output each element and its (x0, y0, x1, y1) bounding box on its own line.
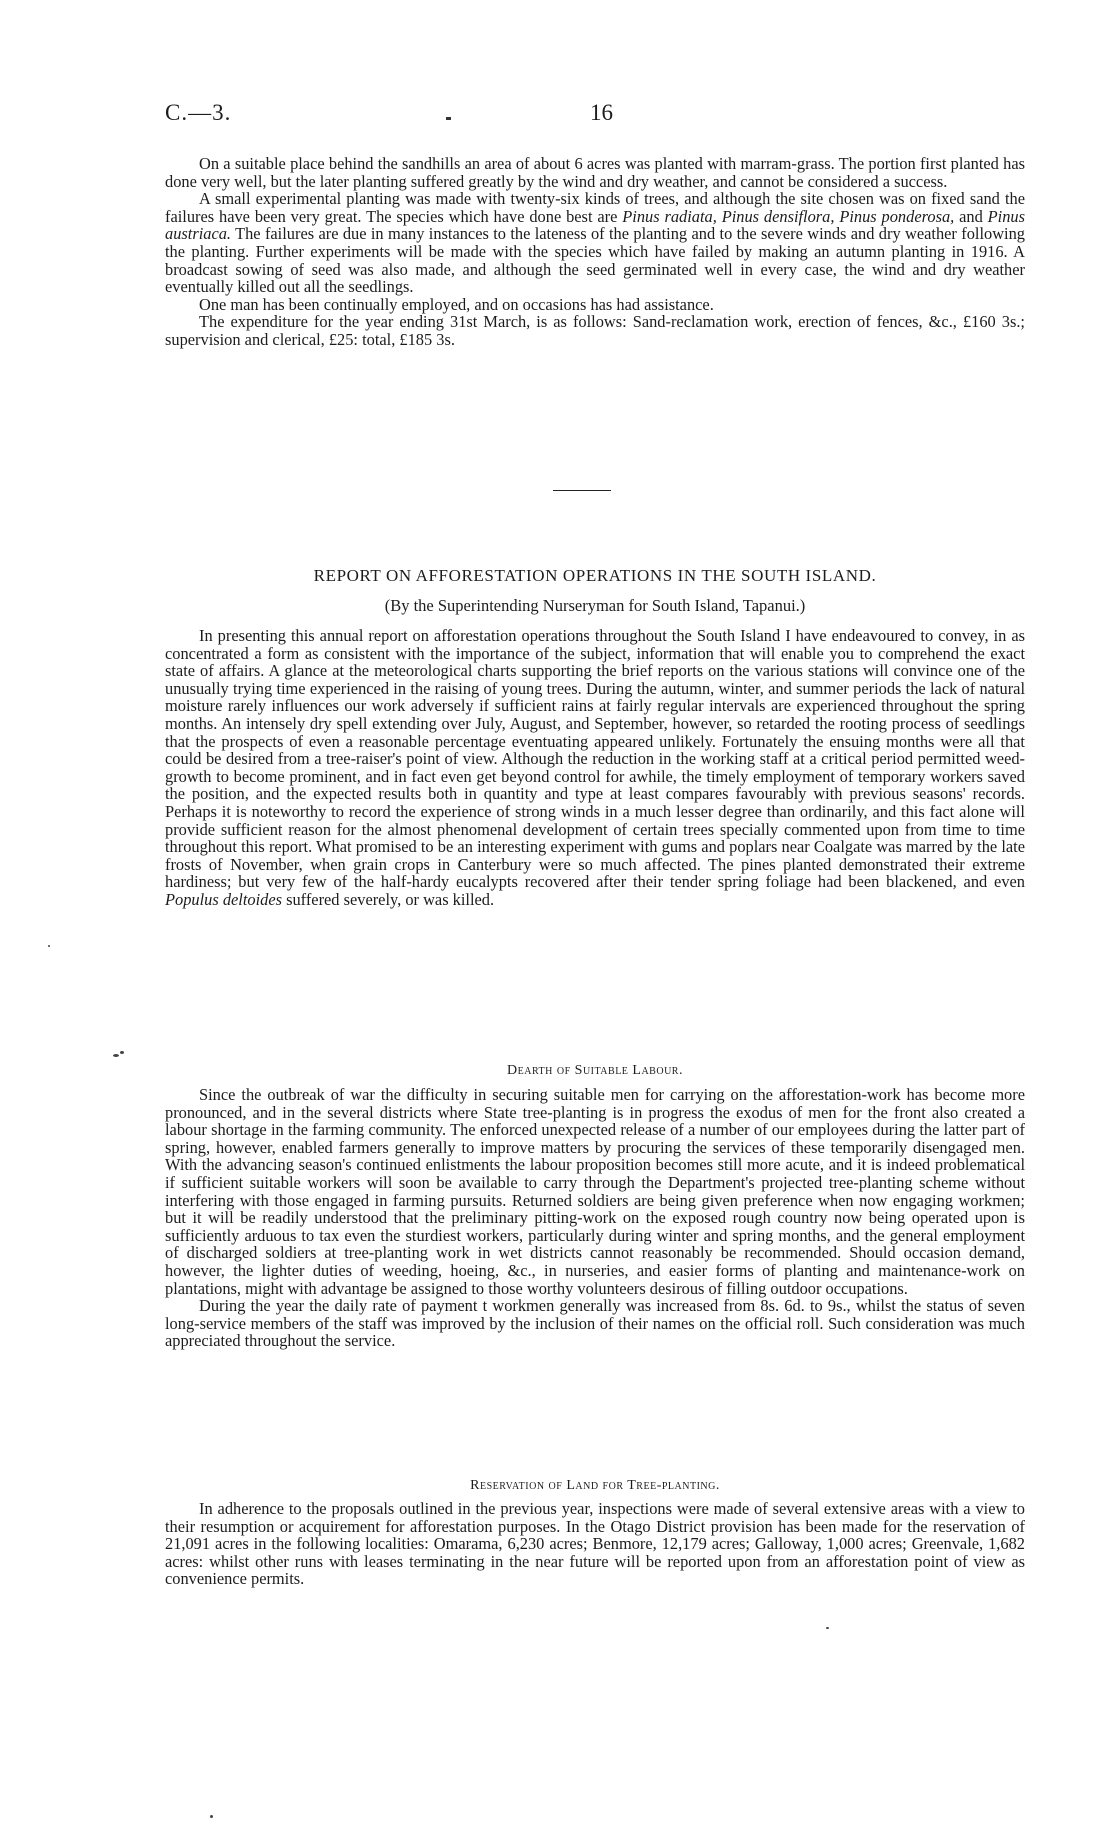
text-run: During the year the daily rate of payment t workmen generally was increased from 8s. 6d. to 9s., whilst the status of seven long-service members of the staff was improved by the inclusion of their names on the official roll. Such consideration was much appreciated throughout the service. (165, 1296, 1025, 1351)
italic-species-name: Pinus austriaca. (165, 206, 1026, 244)
italic-species-name: Populus deltoides (165, 889, 282, 909)
text-run: In adherence to the proposals outlined in the previous year, inspections were made of several extensive areas with a view to their resumption or acquirement for afforestation purposes. In the Otago District provision has been made for the reservation of 21,091 acres in the following localities: Omarama, 6,230 acres; Benmore, 12,179 acres; Galloway, 1,000 acres; Greenvale, 1,682 acres: whilst other runs with leases terminating in the near future will be reported upon from an afforestation point of view as convenience permits. (165, 1499, 1025, 1589)
paragraph (165, 1500, 1025, 1588)
print-speck (446, 117, 451, 120)
margin-speck (826, 1627, 829, 1629)
text-run: One man has been continually employed, and on occasions has had assistance. (199, 294, 714, 314)
text-run: In presenting this annual report on afforestation operations throughout the South Island I have endeavoured to convey, in as concentrated a form as consistent with the importance of the subject, information that will enable you to comprehend the exact state of affairs. A glance at the meteorological charts supporting the brief reports on the various stations will convince one of the unusually trying time experienced in the raising of young trees. During the autumn, winter, and summer periods the lack of natural moisture rarely influences our work adversely if sufficient rains at fairly regular intervals are experienced throughout the spring months. An intensely dry spell extending over July, August, and September, however, so retarded the rooting process of seedlings that the prospects of even a reasonable percentage eventuating appeared unlikely. Fortunately the ensuing months were all that could be desired from a tree-raiser's point of view. Although the reduction in the working staff at a critical period permitted weed-growth to become prominent, and in fact even get beyond control for awhile, the timely employment of temporary workers saved the position, and the expected results both in quantity and type at least compares favourably with previous seasons' records. Perhaps it is noteworthy to record the experience of strong winds in a much lesser degree than ordinarily, and this fact alone will provide sufficient reason for the almost phenomenal development of certain trees specially commented upon from time to time throughout this report. What promised to be an interesting experiment with gums and poplars near Coalgate was marred by the late frosts of November, when grain crops in Canterbury were so much affected. The pines planted demonstrated their extreme hardiness; but very few of the half-hardy eucalypts recovered after their tender spring foliage had been blackened, and even (165, 626, 1025, 892)
text-run: The failures are due in many instances to the lateness of the planting and to the severe winds and dry weather following the planting. Further experiments will be made with the species which have failed by making an autumn planting in 1916. A broadcast sowing of seed was also made, and although the seed germinated well in every case, the wind and dry weather eventually killed out all the seedlings. (165, 224, 1025, 297)
text-run: The expenditure for the year ending 31st March, is as follows: Sand-reclamation work, erection of fences, &c., £160 3s.; supervision and clerical, £25: total, £185 3s. (165, 312, 1025, 349)
paragraph (165, 155, 1025, 190)
paragraph (165, 296, 1025, 314)
section-text-labour (165, 1086, 1025, 1350)
section-separator-rule (553, 490, 611, 491)
report-subtitle: (By the Superintending Nurseryman for South Island, Tapanui.) (384, 596, 806, 615)
report-title: REPORT ON AFFORESTATION OPERATIONS IN THE SOUTH ISLAND. (313, 566, 877, 585)
paragraph (165, 627, 1025, 909)
text-run: and (954, 206, 988, 226)
text-run: On a suitable place behind the sandhills an area of about 6 acres was planted with marram-grass. The portion first planted has done very well, but the later planting suffered greatly by the wind and dry weather, and cannot be considered a success. (165, 154, 1025, 191)
page-number: 16 (590, 100, 613, 125)
paragraph (165, 1297, 1025, 1350)
page-header (165, 100, 1025, 134)
margin-speck (120, 1051, 124, 1054)
italic-species-name: Pinus radiata, Pinus densiflora, Pinus ponderosa, (622, 206, 955, 226)
paragraph (165, 313, 1025, 348)
paragraph (165, 1086, 1025, 1297)
section-heading-land-reservation: Reservation of Land for Tree-planting. (470, 1478, 720, 1493)
section-text-land-reservation (165, 1500, 1025, 1588)
top-section-text (165, 155, 1025, 349)
document-reference: C.—3. (165, 100, 232, 125)
margin-speck (113, 1054, 119, 1057)
margin-speck (48, 945, 50, 947)
text-run: A small experimental planting was made with twenty-six kinds of trees, and although the site chosen was on fixed sand the failures have been very great. The species which have done best are (165, 189, 1025, 226)
section-heading-labour: Dearth of Suitable Labour. (507, 1063, 683, 1078)
paragraph (165, 190, 1025, 296)
text-run: Since the outbreak of war the difficulty in securing suitable men for carrying on the afforestation-work has become more pronounced, and in the several districts where State tree-planting is in progress the exodus of men for the front also created a labour shortage in the farming community. The enforced unexpected release of a number of our employees during the latter part of spring, however, enabled farmers generally to improve matters by procuring the services of these temporarily disengaged men. With the advancing season's continued enlistments the labour proposition becomes still more acute, and it is indeed problematical if sufficient suitable workers will soon be available to carry through the Department's projected tree-planting scheme without interfering with those engaged in farming pursuits. Returned soldiers are being given preference when now engaging workmen; but it will be readily understood that the preliminary pitting-work on the exposed rough country now being operated upon is sufficiently arduous to tax even the sturdiest workers, particularly during winter and spring months, and the general employment of discharged soldiers at tree-planting work in wet districts cannot reasonably be recommended. Should occasion demand, however, the lighter duties of weeding, hoeing, &c., in nurseries, and easier forms of planting and maintenance-work on plantations, might with advantage be assigned to those worthy volunteers desirous of filling outdoor occupations. (165, 1085, 1025, 1298)
margin-speck (210, 1815, 213, 1818)
text-run: suffered severely, or was killed. (282, 889, 495, 909)
report-intro-text (165, 627, 1025, 909)
